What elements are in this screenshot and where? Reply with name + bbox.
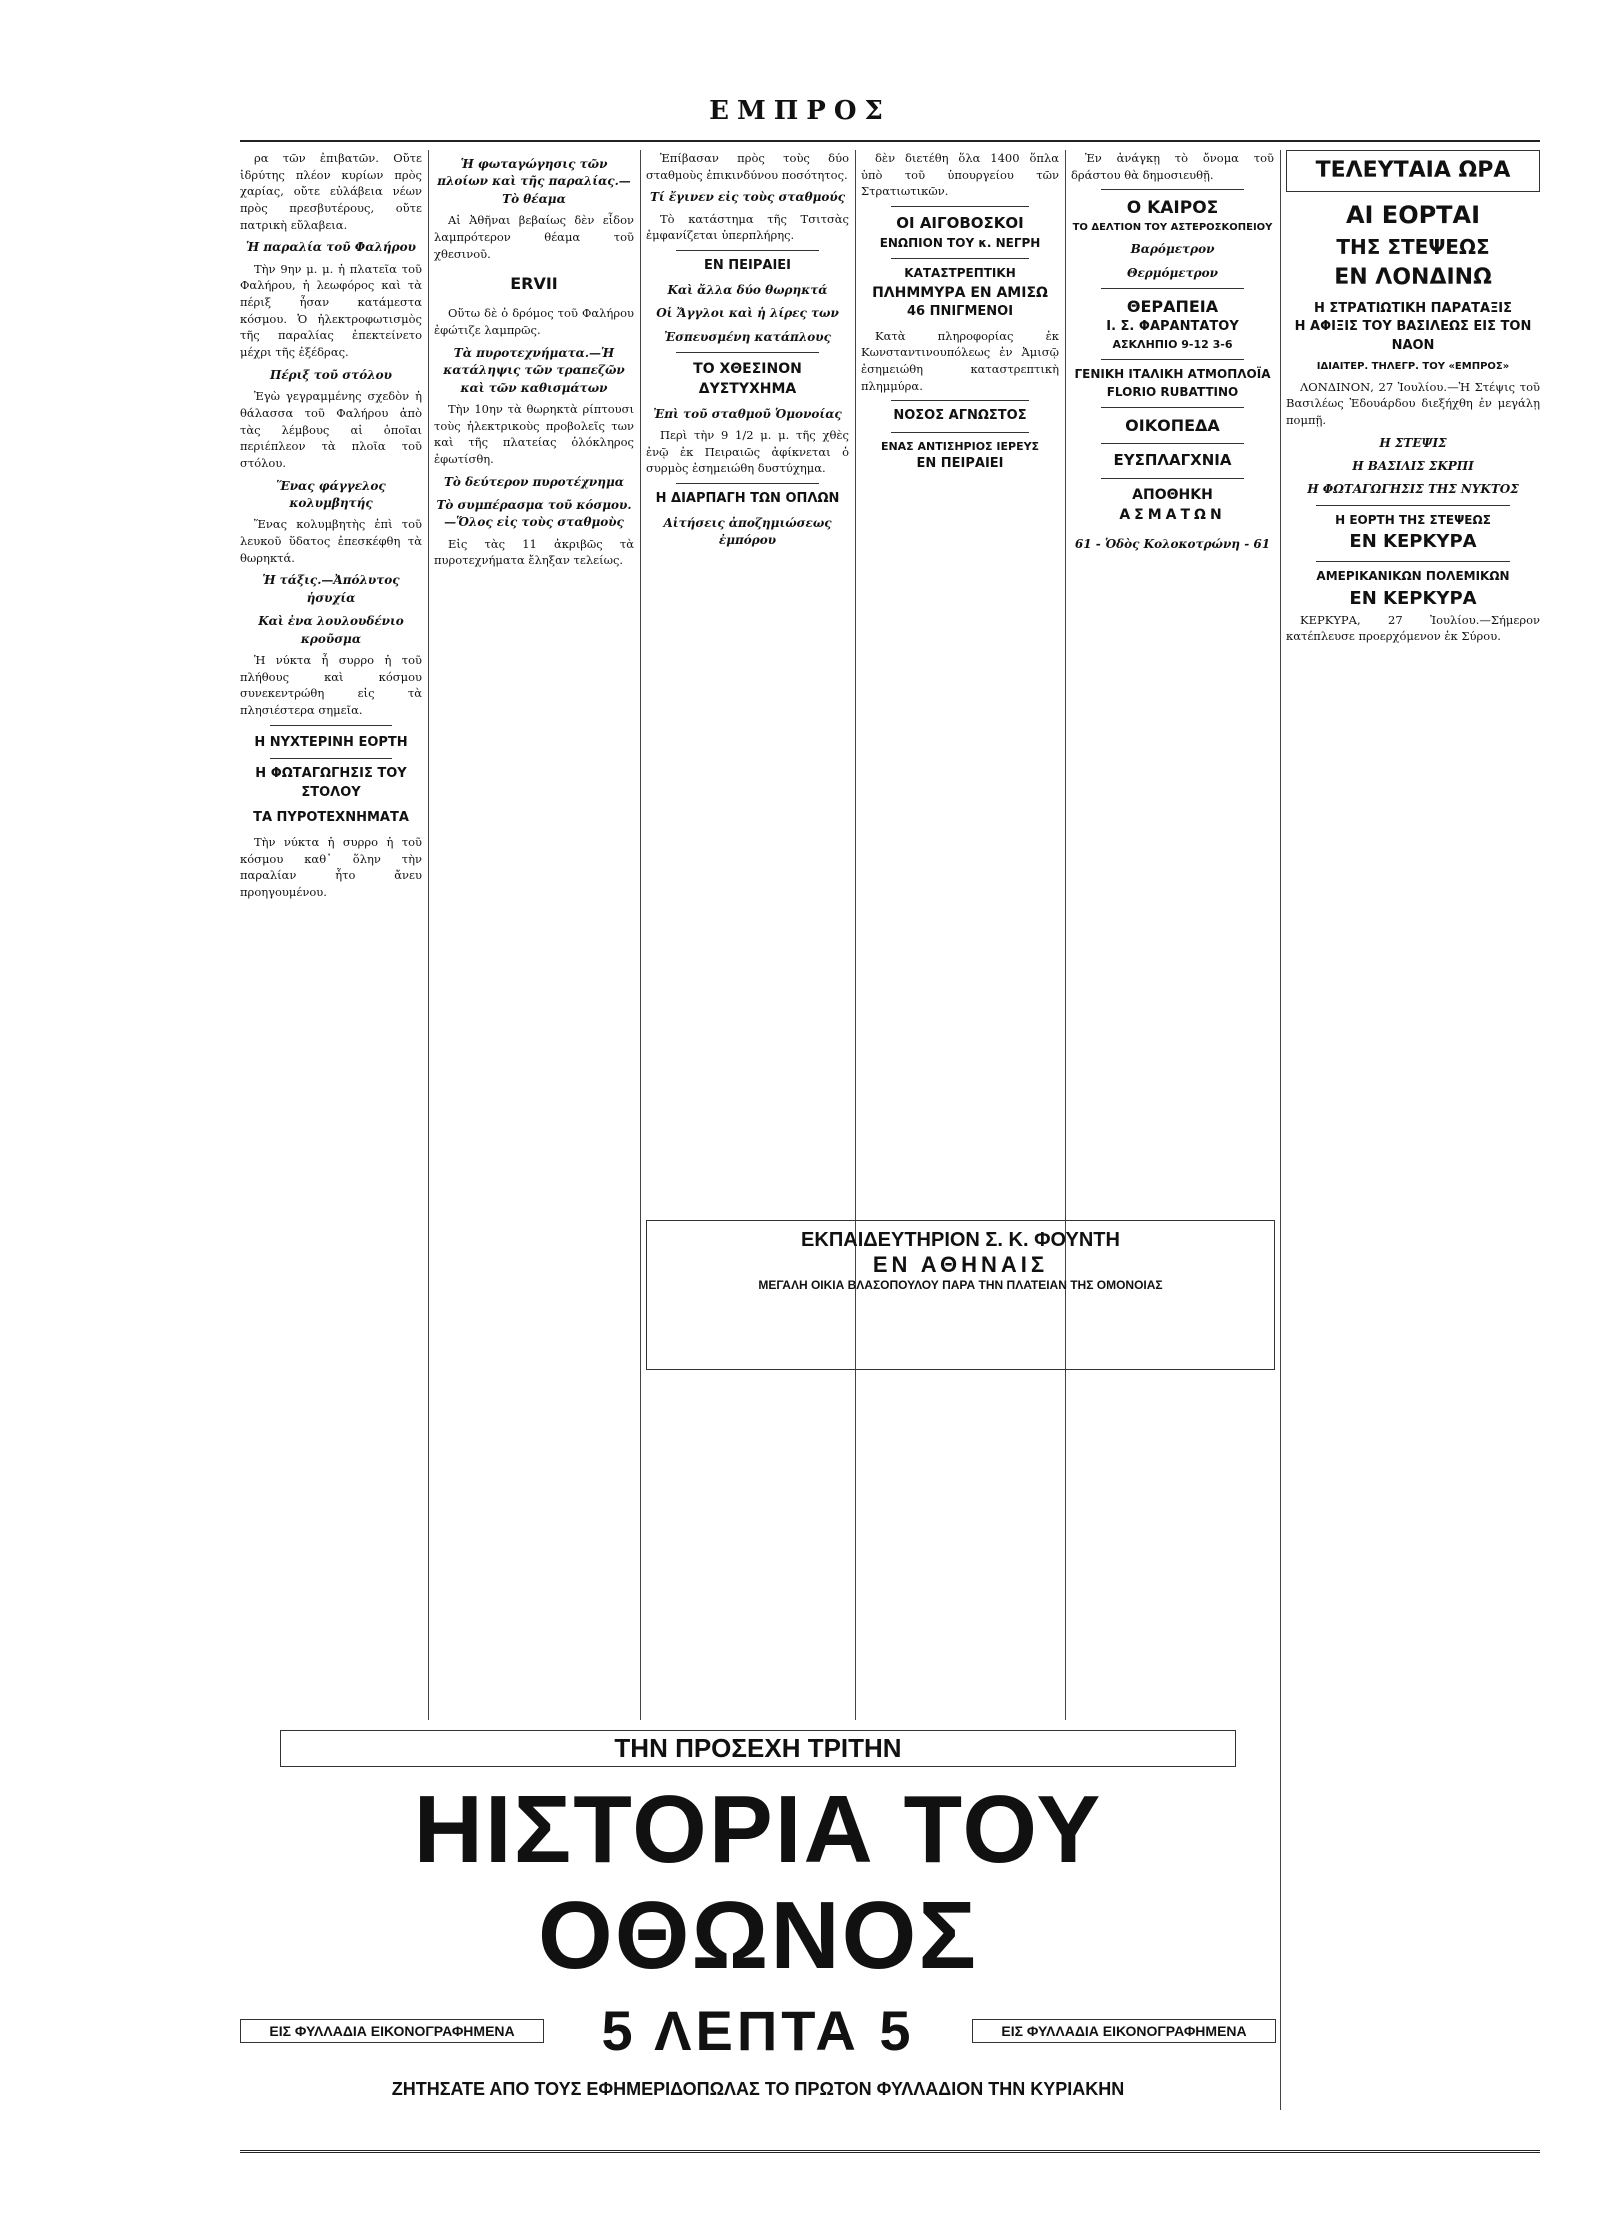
masthead-rule xyxy=(240,140,1540,142)
headline: ΤΟ ΔΕΛΤΙΟΝ ΤΟΥ ΑΣΤΕΡΟΣΚΟΠΕΙΟΥ xyxy=(1072,221,1273,233)
section-heading: Ἡ φωταγώγησις τῶν πλοίων καὶ τῆς παραλίας.—Τὸ θέαμα xyxy=(437,157,631,206)
headline: ΕΝ ΛΟΝΔΙΝΩ xyxy=(1334,264,1492,290)
headline: Ι. Σ. ΦΑΡΑΝΤΑΤΟΥ xyxy=(1106,319,1239,335)
column-1 xyxy=(240,150,422,1710)
paragraph: Ἡ νύκτα ἦ συρρο ἡ τοῦ πλήθους καὶ κόσμου συνεκεντρώθη εἰς τὰ πλησιέστερα σημεῖα. xyxy=(240,652,422,717)
headline: ΝΟΣΟΣ ΑΓΝΩΣΤΟΣ xyxy=(893,408,1027,424)
headline: Η ΕΟΡΤΗ ΤΗΣ ΣΤΕΨΕΩΣ xyxy=(1335,512,1491,527)
column-3 xyxy=(646,150,849,1210)
section-heading: Καὶ ἄλλα δύο θωρηκτά xyxy=(667,282,828,297)
divider xyxy=(270,758,392,759)
headline: ΤΑ ΠΥΡΟΤΕΧΝΗΜΑΤΑ xyxy=(253,810,409,826)
column-5 xyxy=(1071,150,1274,1710)
ad-title: ΕΚΠΑΙΔΕΥΤΗΡΙΟΝ Σ. Κ. ΦΟΥΝΤΗ xyxy=(801,1229,1120,1251)
paragraph: Οὕτω δὲ ὁ δρόμος τοῦ Φαλήρου ἐφώτιζε λαμπρῶς. xyxy=(434,306,634,338)
headline: Η ΦΩΤΑΓΩΓΗΣΙΣ ΤΟΥ ΣΤΟΛΟΥ xyxy=(255,766,407,801)
paragraph: Εἰς τὰς 11 ἀκριβῶς τὰ πυροτεχνήματα ἔληξαν τελείως. xyxy=(434,536,634,568)
section-heading: Βαρόμετρον xyxy=(1130,242,1215,257)
headline: ΕΝΑΣ ΑΝΤΙΣΗΡΙΟΣ ΙΕΡΕΥΣ xyxy=(880,440,1040,454)
headline: ΑΣΜΑΤΩΝ xyxy=(1119,507,1226,524)
headline: ΕRVΙΙ xyxy=(510,274,558,294)
divider xyxy=(1101,288,1244,289)
section-heading: Πέριξ τοῦ στόλου xyxy=(270,367,392,382)
column-divider xyxy=(1065,150,1066,1720)
paragraph: Τὴν νύκτα ἡ συρρο ἡ τοῦ κόσμου καθ᾽ ὅλην τὴν παραλίαν ἦτο ἄνευ προηγουμένου. xyxy=(240,834,422,899)
address-line: 61 - Ὁδὸς Κολοκοτρώνη - 61 xyxy=(1074,536,1271,551)
paragraph: Ἕνας κολυμβητὴς ἐπὶ τοῦ λευκοῦ ὕδατος ἐπεσκέφθη τὰ θωρηκτά. xyxy=(240,517,422,565)
paragraph: Ἐν ἀνάγκῃ τὸ ὄνομα τοῦ δράστου θὰ δημοσιευθῇ. xyxy=(1071,151,1274,182)
divider xyxy=(1101,443,1244,444)
section-heading: Η ΣΤΕΨΙΣ xyxy=(1379,435,1447,450)
divider xyxy=(676,352,819,353)
banner-main-title: ΗΙΣΤΟΡΙΑ ΤΟΥ ΟΘΩΝΟΣ xyxy=(413,1776,1103,1989)
headline: ΘΕΡΑΠΕΙΑ xyxy=(1126,297,1219,317)
headline: FLORIO RUBATTINO xyxy=(1106,384,1239,399)
divider xyxy=(1316,561,1510,562)
section-heading: Ἡ τάξις.—Ἀπόλυτος ἡσυχία xyxy=(262,573,400,605)
divider xyxy=(1316,505,1510,506)
banner-left-label: ΕΙΣ ΦΥΛΛΑΔΙΑ ΕΙΚΟΝΟΓΡΑΦΗΜΕΝΑ xyxy=(240,2019,544,2043)
section-heading: Η ΦΩΤΑΓΩΓΗΣΙΣ ΤΗΣ ΝΥΚΤΟΣ xyxy=(1307,482,1519,497)
divider xyxy=(676,250,819,251)
headline: ΕΝ ΚΕΡΚΥΡΑ xyxy=(1349,531,1477,553)
column-divider xyxy=(1280,150,1281,2110)
ad-subtitle: ΕΝ ΑΘΗΝΑΙΣ xyxy=(872,1252,1049,1277)
divider xyxy=(1101,359,1244,360)
headline: ΑΣΚΛΗΠΙΟ 9-12 3-6 xyxy=(1112,338,1233,352)
column-divider xyxy=(428,150,429,1720)
ad-address: ΜΕΓΑΛΗ ΟΙΚΙΑ ΒΛΑΣΟΠΟΥΛΟΥ ΠΑΡΑ ΤΗΝ ΠΛΑΤΕΙΑΝ ΤΗΣ ΟΜΟΝΟΙΑΣ xyxy=(758,1278,1163,1292)
paragraph: δὲν διετέθη ὅλα 1400 ὅπλα ὑπὸ τοῦ ὑπουργείου τῶν Στρατιωτικῶν. xyxy=(861,151,1059,199)
headline: ΕΝ ΠΕΙΡΑΙΕΙ xyxy=(916,456,1004,472)
section-heading: Ἡ παραλία τοῦ Φαλήρου xyxy=(246,240,416,255)
headline: ΟΙ ΑΙΓΟΒΟΣΚΟΙ xyxy=(896,214,1024,233)
column-2 xyxy=(434,150,634,1710)
section-heading: Η ΒΑΣΙΛΙΣ ΣΚΡΠΙ xyxy=(1352,459,1474,474)
section-heading: Οἱ Ἄγγλοι καὶ ἡ λίρες των xyxy=(656,306,839,321)
section-heading: Τὰ πυροτεχνήματα.—Ἡ κατάληψις τῶν τραπεζῶν καὶ τῶν καθισμάτων xyxy=(443,345,625,395)
newspaper-title: ΕΜΠΡΟΣ xyxy=(709,96,891,126)
headline: ΑΜΕΡΙΚΑΝΙΚΩΝ ΠΟΛΕΜΙΚΩΝ xyxy=(1316,569,1510,584)
section-heading: Θερμόμετρον xyxy=(1127,265,1218,280)
column-divider xyxy=(640,150,641,1720)
banner-top-line: ΤΗΝ ΠΡΟΣΕΧΗ ΤΡΙΤΗΝ xyxy=(280,1730,1236,1767)
paragraph: Κατὰ πληροφορίας ἐκ Κωνσταντινουπόλεως ἐν Ἀμισῷ ἐσημειώθη καταστρεπτικὴ πλημμύρα. xyxy=(861,328,1059,393)
divider xyxy=(891,432,1029,433)
headline: ΚΑΤΑΣΤΡΕΠΤΙΚΗ xyxy=(904,266,1016,281)
section-heading: Ἕνας φάγγελος κολυμβητής xyxy=(276,478,386,510)
banner-bottom-line: ΖΗΤΗΣΑΤΕ ΑΠΟ ΤΟΥΣ ΕΦΗΜΕΡΙΔΟΠΩΛΑΣ ΤΟ ΠΡΩΤΟΝ ΦΥΛΛΑΔΙΟΝ ΤΗΝ ΚΥΡΙΑΚΗΝ xyxy=(391,2079,1125,2100)
headline: ΓΕΝΙΚΗ ΙΤΑΛΙΚΗ ΑΤΜΟΠΛΟΪΑ xyxy=(1074,367,1271,382)
paragraph: Ἐπίβασαν πρὸς τοὺς δύο σταθμοὺς ἐπικινδύνου ποσότητος. xyxy=(646,151,849,182)
paragraph: ΚΕΡΚΥΡΑ, 27 Ἰουλίου.—Σήμερον κατέπλευσε προερχόμενον ἐκ Σύρου. xyxy=(1286,612,1540,644)
headline: ΤΗΣ ΣΤΕΨΕΩΣ xyxy=(1336,234,1490,259)
school-advertisement xyxy=(646,1220,1275,1370)
banner-right-label: ΕΙΣ ΦΥΛΛΑΔΙΑ ΕΙΚΟΝΟΓΡΑΦΗΜΕΝΑ xyxy=(972,2019,1276,2043)
banner-price: 5 ΛΕΠΤΑ 5 xyxy=(601,1999,915,2063)
headline: Η ΣΤΡΑΤΙΩΤΙΚΗ ΠΑΡΑΤΑΞΙΣ xyxy=(1313,300,1513,316)
divider xyxy=(1101,189,1244,190)
divider xyxy=(270,725,392,726)
paragraph: Περὶ τὴν 9 1/2 μ. μ. τῆς χθὲς ἐνῷ ἐκ Πειραιῶς ἀφίκνεται ὁ συρμὸς ἐσημειώθη δυστύχημα. xyxy=(646,428,849,476)
divider xyxy=(1101,478,1244,479)
headline: ΑΠΟΘΗΚΗ xyxy=(1132,486,1213,503)
headline: Η ΔΙΑΡΠΑΓΗ ΤΩΝ ΟΠΛΩΝ xyxy=(655,491,840,507)
paragraph: Ἐγὼ γεγραμμένης σχεδὸν ἡ θάλασσα τοῦ Φαλήρου ἀπὸ τὰς λέμβους αἱ ὁποῖαι περιέπλεον τὰ πλοῖα τοῦ στόλου. xyxy=(240,389,422,470)
headline: ΙΔΙΑΙΤΕΡ. ΤΗΛΕΓΡ. ΤΟΥ «ΕΜΠΡΟΣ» xyxy=(1316,361,1510,373)
section-heading: Ἐπὶ τοῦ σταθμοῦ Ὁμονοίας xyxy=(653,406,842,421)
divider xyxy=(891,258,1029,259)
section-heading: Καὶ ἐνα λουλουδένιο κροῦσμα xyxy=(258,614,404,646)
headline: ΕΥΣΠΛΑΓΧΝΙΑ xyxy=(1113,451,1232,470)
headline: ΟΙΚΟΠΕΔΑ xyxy=(1125,416,1220,436)
headline: ΤΟ ΧΘΕΣΙΝΟΝ ΔΥΣΤΥΧΗΜΑ xyxy=(693,361,802,398)
headline: Ο ΚΑΙΡΟΣ xyxy=(1126,198,1219,219)
section-heading: Αἰτήσεις ἀποζημιώσεως ἐμπόρου xyxy=(663,515,832,548)
paragraph: Τὴν 10ην τὰ θωρηκτὰ ρίπτουσι τοὺς ἠλεκτρικοὺς προβολεῖς των καὶ τῆς πλατείας ὁλόκληρος ἐφωτίσθη. xyxy=(434,401,634,466)
masthead xyxy=(0,0,1600,150)
paragraph: ρα τῶν ἐπιβατῶν. Οὔτε ἱδρύτης πλέον κυρίων πρὸς χαρίας, οὔτε εὐλάβεια νέων πρὸς πρεσβυτέρους, οὔτε πατρικὴ εὔλαβεια. xyxy=(240,151,422,232)
section-heading: Τί ἔγινεν εἰς τοὺς σταθμούς xyxy=(649,190,846,205)
column-4 xyxy=(861,150,1059,1210)
divider xyxy=(891,206,1029,207)
headline: ΑΙ ΕΟΡΤΑΙ xyxy=(1345,200,1481,229)
headline: Η ΑΦΙΞΙΣ ΤΟΥ ΒΑΣΙΛΕΩΣ ΕΙΣ ΤΟΝ ΝΑΟΝ xyxy=(1294,319,1532,354)
column-divider xyxy=(855,150,856,1720)
divider xyxy=(676,483,819,484)
headline: ΕΝ ΚΕΡΚΥΡΑ xyxy=(1349,587,1477,609)
headline: 46 ΠΝΙΓΜΕΝΟΙ xyxy=(906,303,1014,319)
section-heading: Τὸ δεύτερον πυροτέχνημα xyxy=(443,474,625,489)
headline: ΕΝ ΠΕΙΡΑΙΕΙ xyxy=(703,258,792,274)
headline: Η ΝΥΧΤΕΡΙΝΗ ΕΟΡΤΗ xyxy=(254,734,408,750)
column-6 xyxy=(1286,150,1540,2110)
paragraph: Αἱ Ἀθῆναι βεβαίως δὲν εἶδον λαμπρότερον θέαμα τοῦ χθεσινοῦ. xyxy=(434,213,634,261)
headline: ΤΕΛΕΥΤΑΙΑ ΩΡΑ xyxy=(1286,150,1540,192)
headline: ΠΛΗΜΜΥΡΑ ΕΝ ΑΜΙΣΩ xyxy=(872,284,1048,301)
section-heading: Ἐσπευσμένη κατάπλους xyxy=(664,329,831,344)
paragraph: Τὴν 9ην μ. μ. ἡ πλατεῖα τοῦ Φαλήρου, ἡ λεωφόρος καὶ τὰ πέριξ ἦσαν κατάμεστα κόσμου. Ὁ ἠλεκτροφωτισμὸς τῆς παραλίας ἐπεκτείνετο μέχρι τῆς ἐξέδρας. xyxy=(240,261,422,360)
divider xyxy=(1101,407,1244,408)
divider xyxy=(891,400,1029,401)
paragraph: Τὸ κατάστημα τῆς Τσιτσὰς ἐμφανίζεται ὑπερπλήρης. xyxy=(646,211,849,243)
page-bottom-rule xyxy=(240,2150,1540,2153)
headline: ΕΝΩΠΙΟΝ ΤΟΥ κ. ΝΕΓΡΗ xyxy=(879,235,1041,250)
paragraph: ΛΟΝΔΙΝΟΝ, 27 Ἰουλίου.—Ἡ Στέψις τοῦ Βασιλέως Ἐδουάρδου διεξήχθη ἐν μεγάλῃ πομπῇ. xyxy=(1286,379,1540,427)
bottom-banner xyxy=(240,1730,1276,2130)
section-heading: Τὸ συμπέρασμα τοῦ κόσμου.—Ὅλος εἰς τοὺς σταθμοὺς xyxy=(436,497,632,530)
